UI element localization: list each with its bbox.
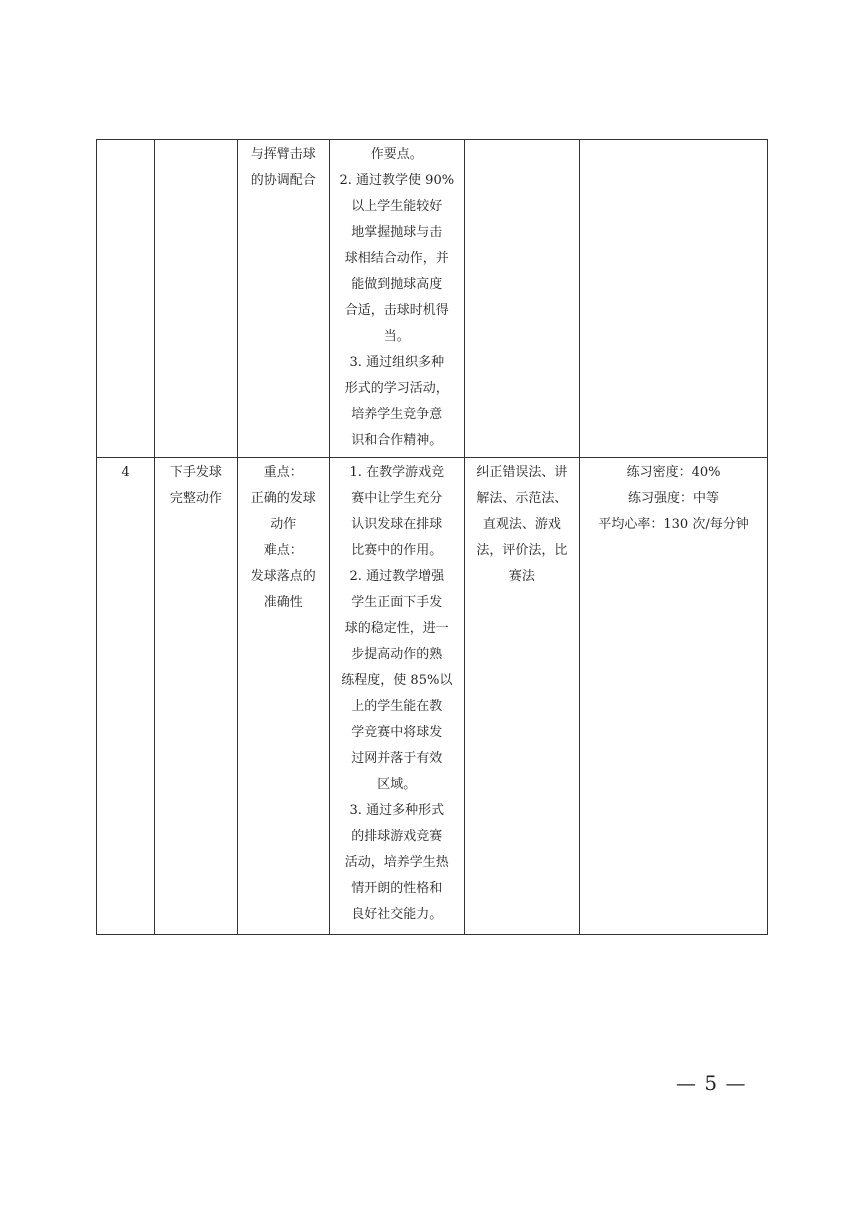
method-line: 纠正错误法、讲 (476, 465, 568, 480)
intensity-line: 练习密度：40% (626, 465, 721, 480)
method-line: 解法、示范法、 (476, 491, 568, 506)
method-line: 直观法、游戏 (482, 517, 561, 532)
methods-cell (464, 458, 580, 935)
focus-line: 动作 (270, 517, 297, 532)
method-line: 赛法 (508, 569, 535, 584)
goal-line: 认识发球在排球 (351, 517, 443, 532)
lesson-plan-table (96, 139, 768, 935)
goal-line: 3. 通过组织多种 (349, 355, 445, 370)
focus-line: 正确的发球 (250, 491, 316, 506)
goal-line: 当。 (383, 329, 410, 344)
goals-cell (330, 458, 465, 935)
intensity-cell (580, 458, 768, 935)
goal-line: 区域。 (377, 777, 417, 792)
goal-line: 识和合作精神。 (351, 433, 443, 448)
goal-line: 2. 通过教学使 90% (339, 173, 455, 188)
focus-line: 与挥臂击球 (250, 147, 316, 162)
page-number: — 5 — (676, 1071, 747, 1095)
goal-line: 良好社交能力。 (351, 907, 443, 922)
goal-line: 的排球游戏竞赛 (351, 829, 443, 844)
topic-line: 完整动作 (169, 491, 222, 506)
goal-line: 3. 通过多种形式 (349, 803, 445, 818)
goal-line: 形式的学习活动， (344, 381, 449, 396)
focus-line: 难点： (263, 543, 303, 558)
goal-line: 2. 通过教学增强 (349, 569, 445, 584)
goal-line: 情开朗的性格和 (351, 881, 443, 896)
goal-line: 地掌握抛球与击 (351, 225, 443, 240)
lesson-topic-cell (155, 140, 237, 458)
goal-line: 比赛中的作用。 (351, 543, 443, 558)
goal-line: 培养学生竞争意 (351, 407, 443, 422)
lesson-number-cell (97, 458, 155, 935)
focus-cell (237, 140, 329, 458)
method-line: 法，评价法，比 (476, 543, 568, 558)
goal-line: 作要点。 (370, 147, 423, 162)
intensity-cell (580, 140, 768, 458)
methods-cell (464, 140, 580, 458)
goal-line: 球相结合动作，并 (344, 251, 449, 266)
goal-line: 1. 在教学游戏竞 (349, 465, 445, 480)
focus-line: 的协调配合 (250, 173, 316, 188)
goal-line: 合适，击球时机得 (344, 303, 449, 318)
goal-line: 活动，培养学生热 (344, 855, 449, 870)
table-row (97, 140, 768, 458)
goal-line: 以上学生能较好 (351, 199, 443, 214)
topic-line: 下手发球 (169, 465, 222, 480)
goal-line: 过网并落于有效 (351, 751, 443, 766)
focus-cell (237, 458, 329, 935)
table-row (97, 458, 768, 935)
goal-line: 步提高动作的熟 (351, 647, 443, 662)
focus-line: 重点： (263, 465, 303, 480)
goal-line: 练程度，使 85%以 (341, 673, 453, 688)
goal-line: 球的稳定性，进一 (344, 621, 449, 636)
goals-cell (330, 140, 465, 458)
goal-line: 学竞赛中将球发 (351, 725, 443, 740)
focus-line: 准确性 (263, 595, 303, 610)
goal-line: 学生正面下手发 (351, 595, 443, 610)
intensity-line: 练习强度：中等 (628, 491, 720, 506)
lesson-topic-cell (155, 458, 237, 935)
goal-line: 赛中让学生充分 (351, 491, 443, 506)
lesson-number-cell (97, 140, 155, 458)
lesson-number: 4 (121, 465, 130, 480)
goal-line: 上的学生能在教 (351, 699, 443, 714)
intensity-line: 平均心率：130 次/每分钟 (598, 517, 749, 532)
focus-line: 发球落点的 (250, 569, 316, 584)
goal-line: 能做到抛球高度 (351, 277, 443, 292)
